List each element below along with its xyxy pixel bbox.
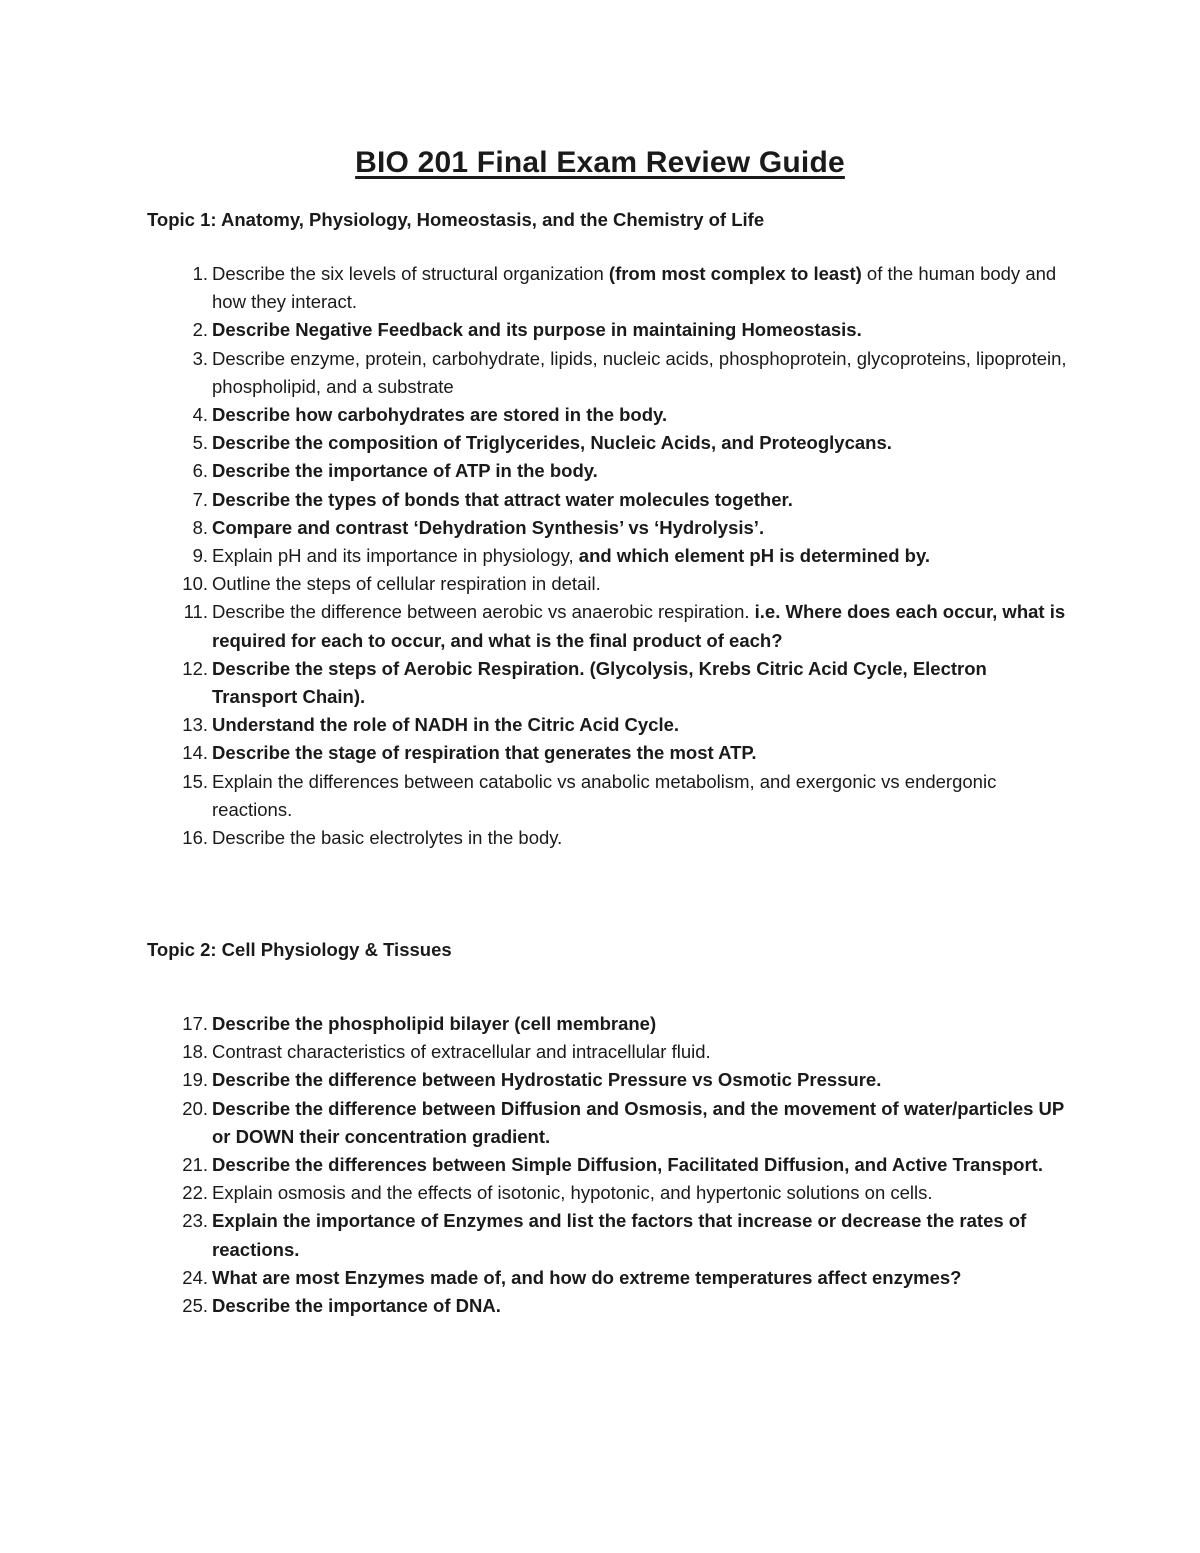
- question-text: Describe the differences between Simple Diffusion, Facilitated Diffusion, and Active Transport.: [212, 1154, 1043, 1176]
- question-text: Describe the phospholipid bilayer (cell membrane): [212, 1013, 657, 1034]
- list-item: [0, 486, 1200, 514]
- question-text: Describe the difference between Hydrostatic Pressure vs Osmotic Pressure.: [212, 1069, 882, 1091]
- question-text: Explain the importance of Enzymes and list the factors that increase or decrease the rates of reactions.: [212, 1210, 1027, 1260]
- list-item: [0, 598, 1200, 654]
- question-text: of the human body and how they interact.: [212, 263, 1057, 313]
- question-number: 9.: [192, 545, 208, 567]
- question-text: Describe the stage of respiration that generates the most ATP.: [212, 742, 757, 764]
- question-text: Describe the types of bonds that attract water molecules together.: [212, 488, 793, 510]
- question-number: 3.: [192, 347, 208, 369]
- question-text: Understand the role of NADH in the Citric Acid Cycle.: [212, 714, 680, 736]
- question-number: 22.: [182, 1182, 208, 1204]
- list-item: [0, 655, 1200, 711]
- question-number: 1.: [192, 263, 208, 284]
- question-number: 10.: [182, 573, 208, 595]
- question-text: Describe how carbohydrates are stored in the body.: [212, 404, 668, 426]
- topic2-question-list: [0, 1010, 1200, 1320]
- list-item: [0, 768, 1200, 824]
- topic1-question-list: [0, 260, 1200, 852]
- list-item: [0, 1038, 1200, 1066]
- list-item: [0, 1207, 1200, 1263]
- list-item: [0, 1010, 1200, 1038]
- question-number: 2.: [192, 319, 208, 341]
- question-number: 11.: [183, 601, 208, 623]
- list-item: [0, 429, 1200, 457]
- question-number: 18.: [182, 1041, 208, 1063]
- question-number: 20.: [182, 1097, 208, 1119]
- list-item: [0, 401, 1200, 429]
- list-item: [0, 1095, 1200, 1151]
- question-number: 15.: [182, 770, 208, 792]
- question-text: Explain the differences between catabolic vs anabolic metabolism, and exergonic vs endergonic reactions.: [212, 770, 997, 820]
- question-text: and which element pH is determined by.: [578, 545, 931, 567]
- list-item: [0, 316, 1200, 344]
- question-text: Describe the steps of Aerobic Respiration. (Glycolysis, Krebs Citric Acid Cycle, Electron Transport Chain).: [212, 657, 987, 708]
- question-text: Describe the importance of DNA.: [212, 1295, 501, 1317]
- question-number: 6.: [192, 460, 208, 482]
- list-item: [0, 1264, 1200, 1292]
- question-text: Describe enzyme, protein, carbohydrate, lipids, nucleic acids, phosphoprotein, glycoproteins, lipoprotein, phospholipid, and a substrate: [212, 347, 1067, 397]
- question-text: Contrast characteristics of extracellular and intracellular fluid.: [212, 1041, 711, 1063]
- list-item: [0, 514, 1200, 542]
- question-number: 24.: [182, 1266, 208, 1288]
- list-item: [0, 457, 1200, 485]
- list-item: [0, 570, 1200, 598]
- question-text: Describe the importance of ATP in the body.: [212, 460, 598, 482]
- topic2-heading: Topic 2: Cell Physiology & Tissues: [147, 939, 452, 960]
- question-number: 4.: [192, 404, 208, 426]
- list-item: [0, 1179, 1200, 1207]
- list-item: [0, 711, 1200, 739]
- question-text: What are most Enzymes made of, and how do extreme temperatures affect enzymes?: [212, 1266, 962, 1288]
- list-item: [0, 1151, 1200, 1179]
- question-text: Outline the steps of cellular respiration in detail.: [212, 573, 601, 595]
- question-text: Compare and contrast ‘Dehydration Synthesis’ vs ‘Hydrolysis’.: [212, 516, 765, 538]
- question-number: 25.: [182, 1295, 208, 1317]
- page-title: BIO 201 Final Exam Review Guide: [355, 146, 845, 179]
- question-number: 19.: [182, 1069, 208, 1091]
- question-text: Describe the difference between aerobic vs anaerobic respiration.: [212, 601, 755, 623]
- question-number: 23.: [182, 1210, 208, 1232]
- question-number: 13.: [182, 714, 208, 736]
- question-number: 12.: [182, 657, 208, 679]
- question-text: (from most complex to least): [608, 263, 862, 284]
- question-number: 7.: [192, 488, 208, 510]
- question-number: 5.: [192, 432, 208, 454]
- question-number: 16.: [182, 827, 208, 849]
- question-text: i.e. Where does each occur, what is required for each to occur, and what is the final product of each?: [212, 601, 1066, 651]
- question-text: Describe the composition of Triglycerides, Nucleic Acids, and Proteoglycans.: [212, 432, 892, 454]
- question-text: Explain pH and its importance in physiology,: [212, 545, 579, 567]
- list-item: [0, 1292, 1200, 1320]
- question-number: 14.: [182, 742, 208, 764]
- list-item: [0, 1066, 1200, 1094]
- list-item: [0, 542, 1200, 570]
- question-text: Describe the difference between Diffusion and Osmosis, and the movement of water/particles UP or DOWN their concentration gradient.: [212, 1097, 1064, 1147]
- question-number: 8.: [192, 516, 208, 538]
- list-item: [0, 260, 1200, 316]
- question-text: Describe the basic electrolytes in the body.: [212, 827, 563, 849]
- list-item: [0, 739, 1200, 767]
- question-text: Describe Negative Feedback and its purpose in maintaining Homeostasis.: [212, 319, 862, 341]
- question-number: 17.: [182, 1013, 208, 1034]
- question-number: 21.: [182, 1154, 208, 1176]
- list-item: [0, 824, 1200, 852]
- list-item: [0, 345, 1200, 401]
- topic1-heading: Topic 1: Anatomy, Physiology, Homeostasis, and the Chemistry of Life: [147, 209, 765, 230]
- question-text: Explain osmosis and the effects of isotonic, hypotonic, and hypertonic solutions on cells.: [212, 1182, 933, 1204]
- question-text: Describe the six levels of structural organization: [212, 263, 609, 284]
